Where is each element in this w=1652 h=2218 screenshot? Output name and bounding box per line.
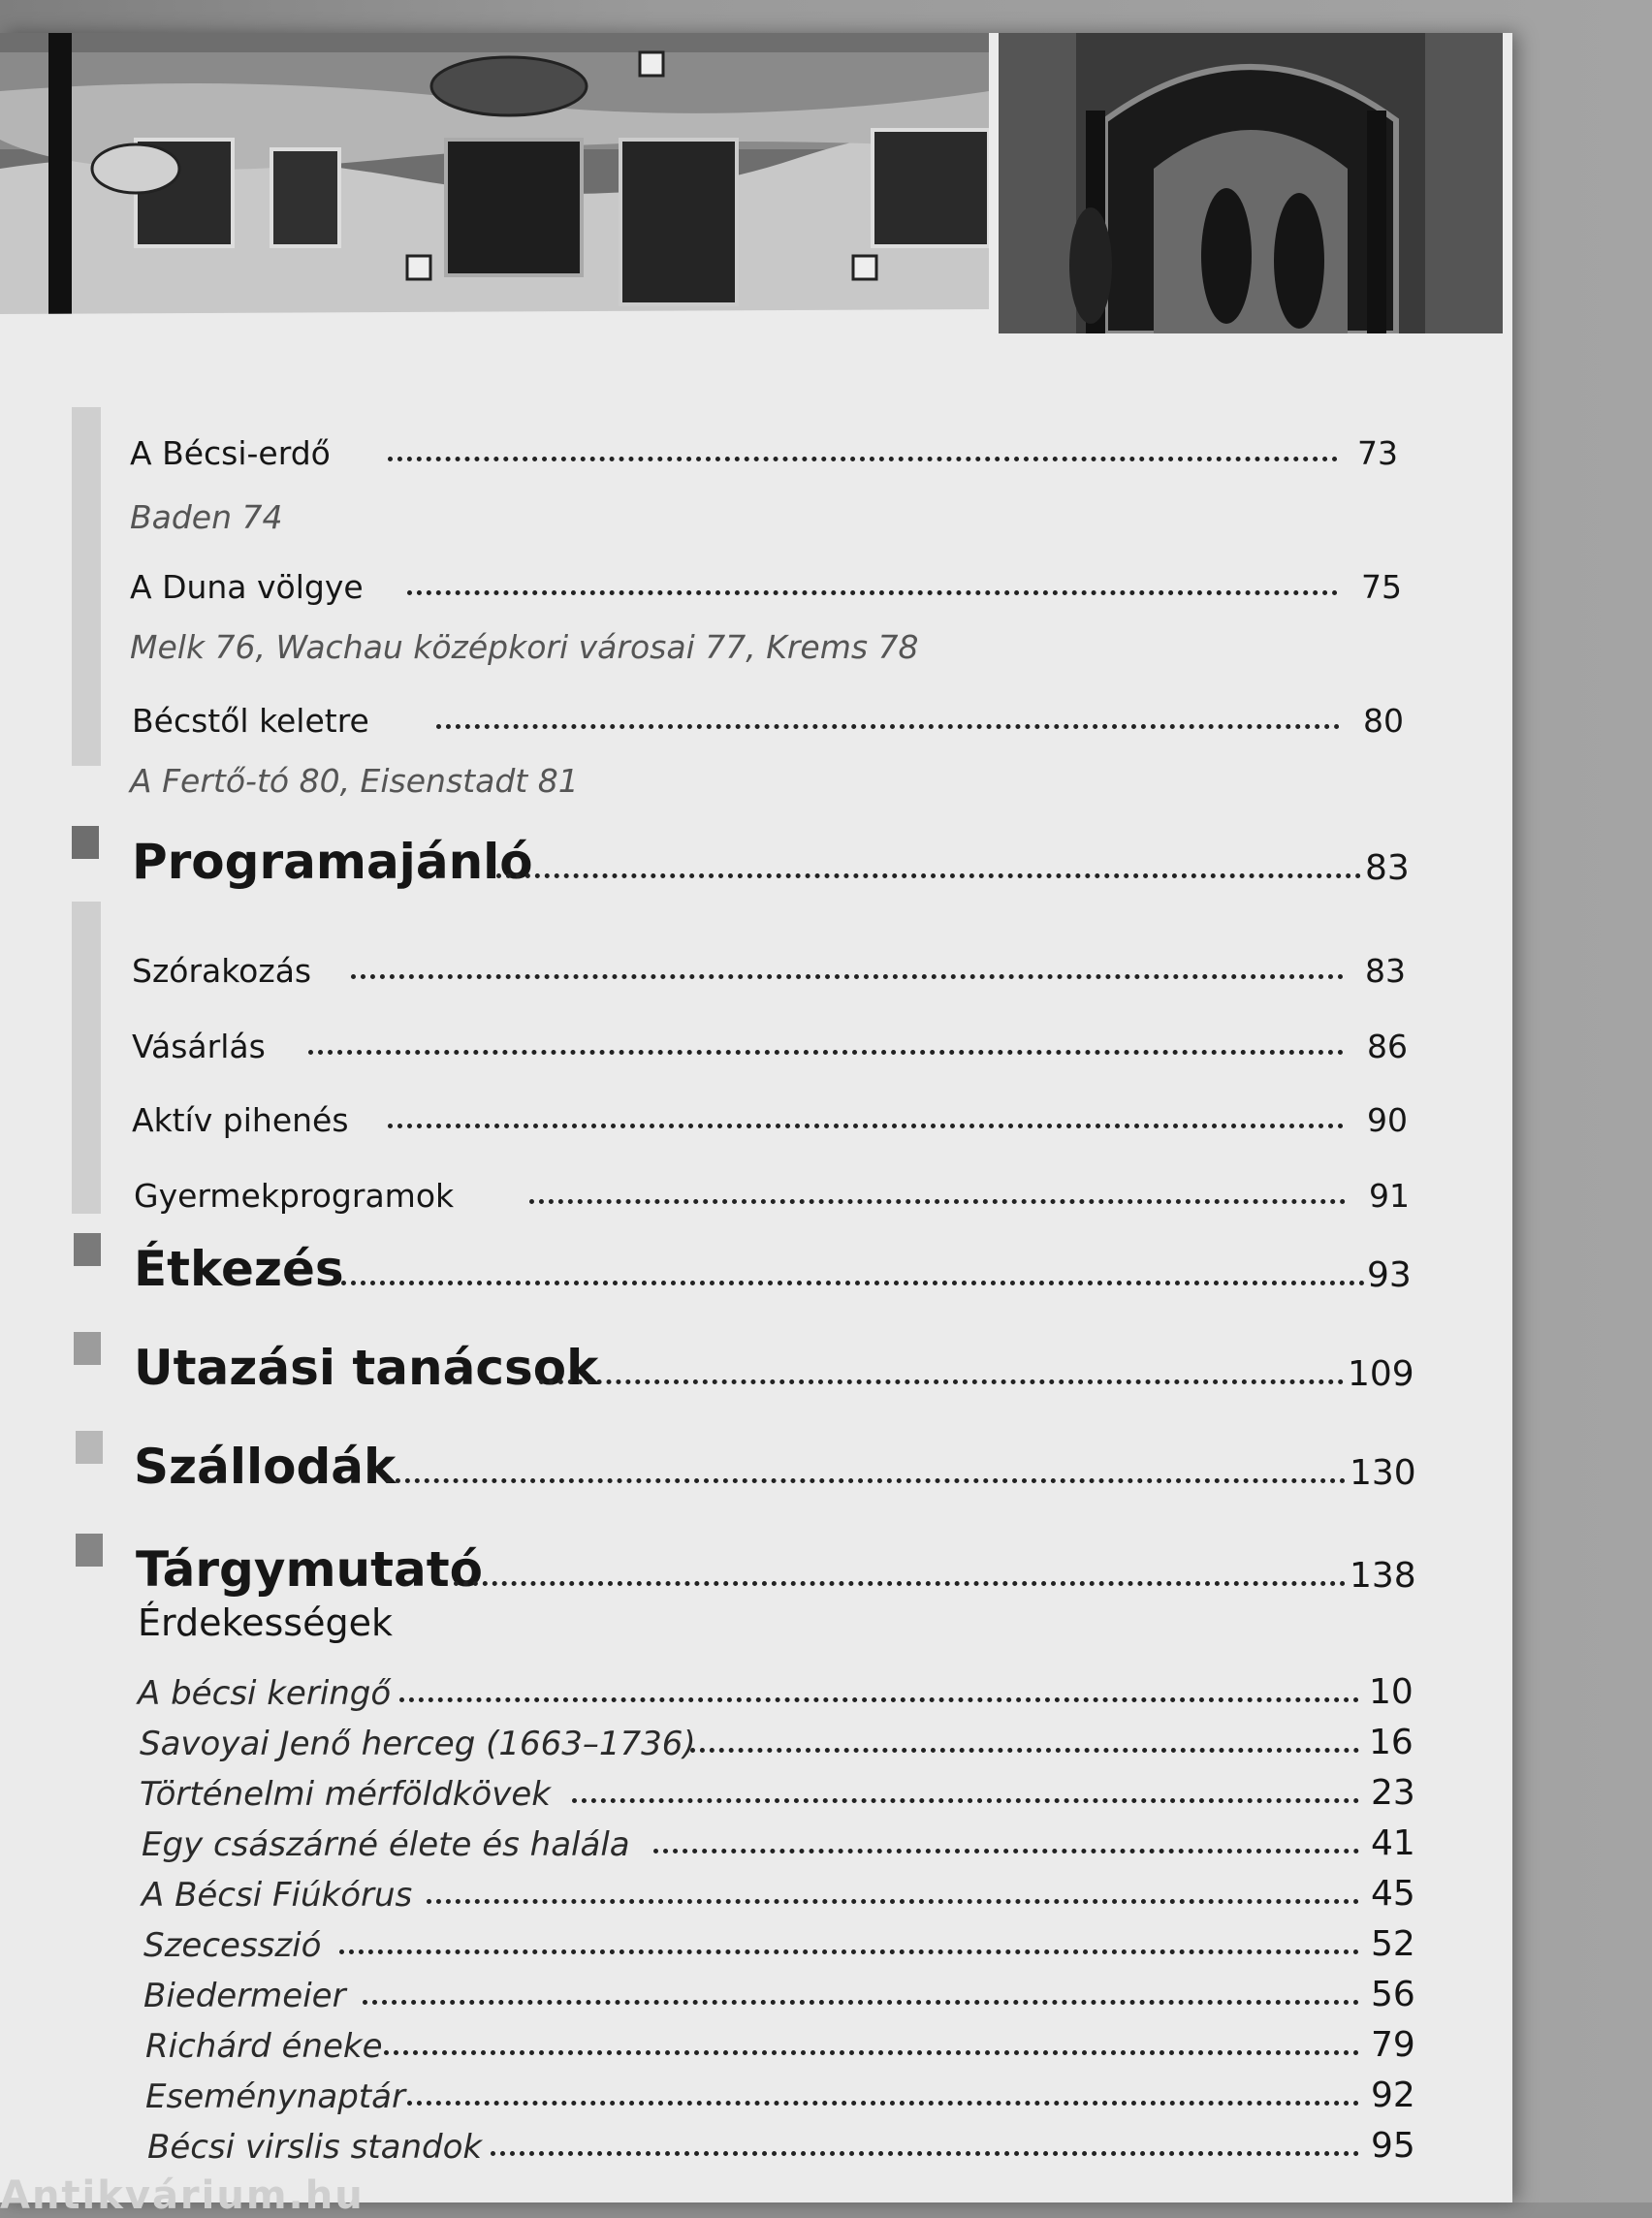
feature-label: Szecesszió [143,1926,322,1965]
toc-entry[interactable] [0,1163,1512,1215]
feature-entry[interactable] [0,1970,1512,2015]
feature-page: 79 [1371,2025,1415,2065]
toc-entry-label: Bécstől keletre [132,702,369,740]
hundertwasser-house-photo [0,33,989,333]
toc-section-page: 93 [1367,1255,1412,1295]
feature-page: 56 [1371,1975,1415,2014]
arcade-walkway-photo [999,33,1503,333]
features-heading: Érdekességek [138,1601,393,1644]
toc-section-label: Szállodák [134,1439,397,1495]
feature-label: Savoyai Jenő herceg (1663–1736) [140,1725,696,1763]
feature-label: Történelmi mérföldkövek [140,1775,551,1814]
toc-entry-label: A Duna völgye [130,568,364,606]
toc-entry-description: Baden 74 [130,498,283,536]
feature-label: Egy császárné élete és halála [142,1825,630,1864]
leader-dots [572,1798,1359,1803]
toc-section-page: 138 [1350,1556,1416,1596]
feature-entry[interactable] [0,1869,1512,1915]
feature-page: 45 [1371,1874,1415,1914]
book-page [0,33,1512,2202]
leader-dots [407,2101,1359,2106]
feature-entry[interactable] [0,2121,1512,2167]
feature-page: 95 [1371,2126,1415,2166]
toc-section[interactable] [0,1433,1512,1495]
toc-entry-description: A Fertő-tó 80, Eisenstadt 81 [130,762,579,800]
toc-section-label: Programajánló [132,834,533,890]
toc-entry-page: 80 [1363,702,1404,740]
toc-entry[interactable] [0,1088,1512,1139]
toc-section[interactable] [0,828,1512,890]
toc-entry[interactable] [0,1014,1512,1065]
leader-dots [339,1949,1359,1954]
toc-section-page: 83 [1365,848,1410,888]
toc-section[interactable] [0,1235,1512,1297]
toc-section-page: 130 [1350,1453,1416,1493]
leader-dots [454,1581,1346,1586]
feature-entry[interactable] [0,1718,1512,1763]
toc-section-label: Utazási tanácsok [134,1340,599,1396]
toc-entry[interactable] [0,938,1512,990]
toc-section[interactable] [0,1334,1512,1396]
toc-entry[interactable] [0,688,1512,740]
feature-entry[interactable] [0,1819,1512,1864]
toc-entry[interactable] [0,554,1512,606]
feature-label: A Bécsi Fiúkórus [142,1876,413,1915]
toc-entry-page: 90 [1367,1101,1408,1139]
feature-page: 52 [1371,1924,1415,1964]
leader-dots [388,1124,1344,1128]
leader-dots [363,2000,1359,2005]
toc-section[interactable] [0,1536,1512,1598]
feature-entry[interactable] [0,1667,1512,1713]
toc-entry-label: A Bécsi-erdő [130,434,331,472]
leader-dots [436,724,1340,729]
toc-section-label: Étkezés [134,1241,344,1297]
toc-entry-label: Vásárlás [132,1028,266,1065]
toc-entry[interactable] [0,421,1512,472]
leader-dots [529,1199,1346,1204]
toc-entry-label: Szórakozás [132,952,312,990]
feature-label: Eseménynaptár [145,2077,405,2116]
feature-page: 23 [1371,1773,1415,1813]
leader-dots [384,2050,1359,2055]
feature-label: A bécsi keringő [138,1674,392,1713]
toc-entry-page: 83 [1365,952,1406,990]
toc-entry-page: 73 [1357,434,1398,472]
feature-label: Biedermeier [143,1977,346,2015]
watermark-text: Antikvárium.hu [0,2173,365,2218]
leader-dots [653,1849,1359,1854]
leader-dots [491,2151,1359,2156]
toc-entry-label: Aktív pihenés [132,1101,349,1139]
leader-dots [539,1379,1344,1384]
leader-dots [407,590,1338,595]
feature-entry[interactable] [0,2020,1512,2066]
leader-dots [427,1899,1359,1904]
feature-page: 10 [1369,1672,1414,1712]
leader-dots [388,457,1338,461]
toc-section-label: Tárgymutató [136,1541,484,1598]
toc-entry-page: 75 [1361,568,1402,606]
toc-entry-page: 91 [1369,1177,1410,1215]
toc-entry-page: 86 [1367,1028,1408,1065]
feature-entry[interactable] [0,2071,1512,2116]
leader-dots [386,1478,1346,1483]
leader-dots [690,1748,1359,1753]
feature-page: 16 [1369,1723,1414,1762]
toc-entry-description: Melk 76, Wachau középkori városai 77, Krems 78 [130,628,919,666]
leader-dots [351,974,1344,979]
leader-dots [341,1281,1365,1285]
feature-page: 92 [1371,2075,1415,2115]
toc-section-page: 109 [1348,1354,1414,1394]
feature-page: 41 [1371,1823,1415,1863]
feature-label: Richárd éneke [145,2027,383,2066]
feature-label: Bécsi virslis standok [147,2128,483,2167]
leader-dots [496,873,1361,878]
feature-entry[interactable] [0,1919,1512,1965]
feature-entry[interactable] [0,1768,1512,1814]
toc-entry-label: Gyermekprogramok [134,1177,455,1215]
leader-dots [308,1050,1344,1055]
leader-dots [399,1697,1359,1702]
